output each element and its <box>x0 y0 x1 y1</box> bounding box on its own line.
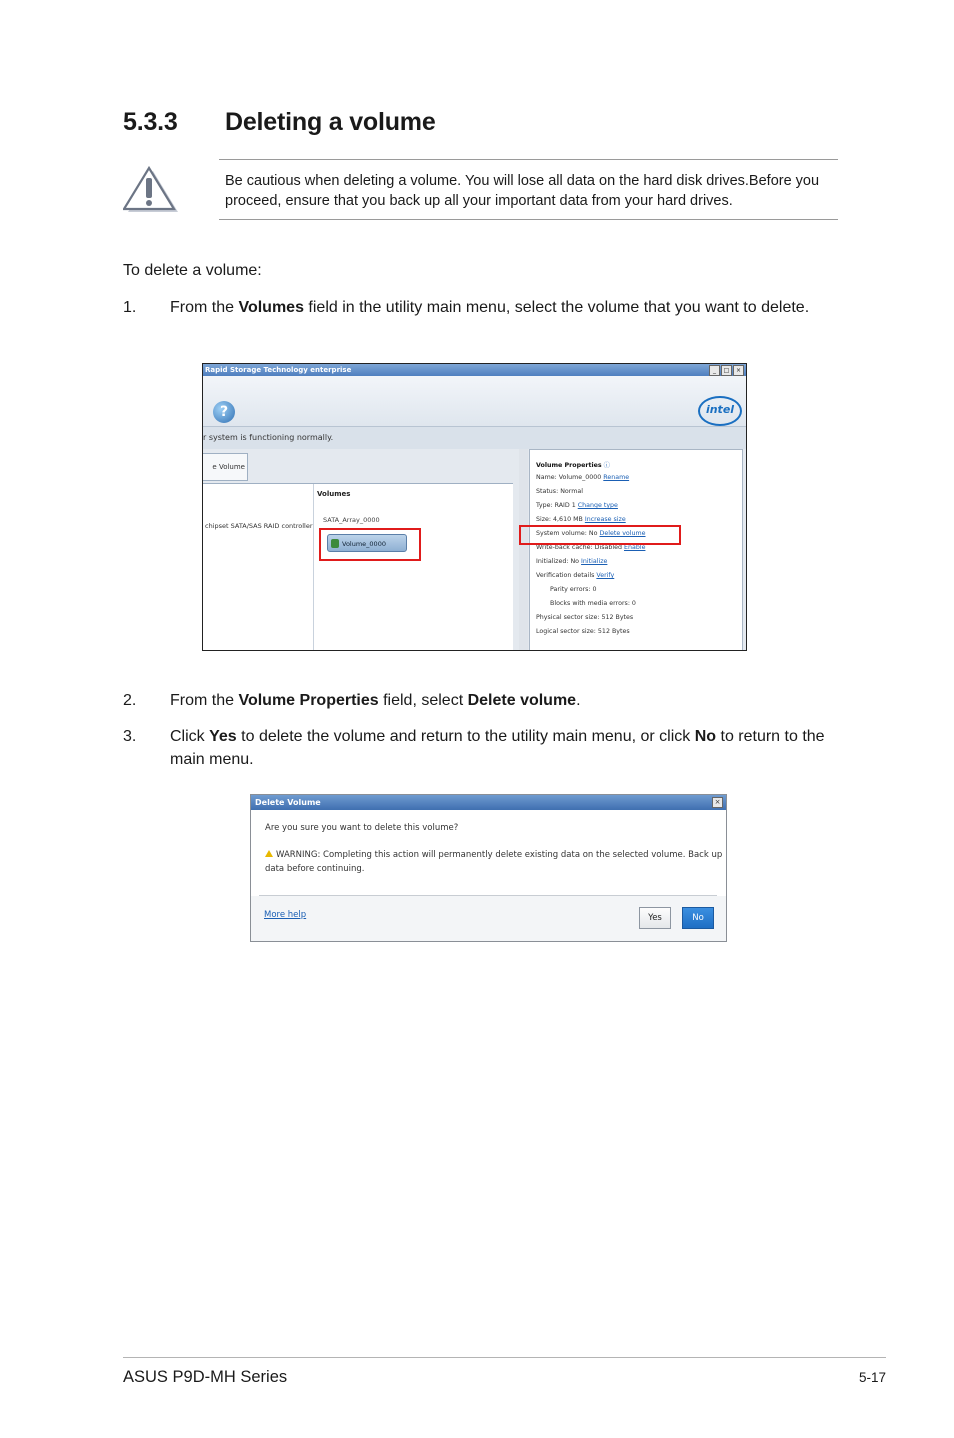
array-name: SATA_Array_0000 <box>323 516 380 524</box>
prop-type: Type: RAID 1 Change type <box>536 502 618 509</box>
prop-system-volume: System volume: No Delete volume <box>536 530 646 537</box>
properties-title: Volume Properties ⓘ <box>536 462 610 469</box>
note-bottom-rule <box>219 219 838 220</box>
status-bar <box>203 426 746 450</box>
delete-volume-link[interactable]: Delete volume <box>599 530 646 537</box>
dialog-warning: WARNING: Completing this action will permanently delete existing data on the selected volume. Back up data before continuing. <box>265 850 723 874</box>
column-divider <box>313 484 314 651</box>
close-icon[interactable]: × <box>712 797 723 808</box>
prop-media-errors: Blocks with media errors: 0 <box>550 600 636 607</box>
dialog-titlebar <box>251 795 726 810</box>
help-icon[interactable]: ? <box>213 401 235 423</box>
window-title: Rapid Storage Technology enterprise <box>205 366 352 374</box>
dialog-footer <box>251 896 726 941</box>
window-titlebar <box>203 364 746 376</box>
section-number: 5.3.3 <box>123 108 178 136</box>
page-number: 5-17 <box>858 1370 886 1385</box>
step-3-number: 3. <box>123 728 137 745</box>
prop-cache: Write-back cache: Disabled Enable <box>536 544 646 551</box>
dialog-question: Are you sure you want to delete this volume? <box>265 823 459 833</box>
rename-link[interactable]: Rename <box>603 474 630 481</box>
change-type-link[interactable]: Change type <box>577 502 618 509</box>
no-button[interactable]: No <box>682 907 714 929</box>
delete-volume-highlight-box <box>519 525 681 545</box>
step-3-text: Click Yes to delete the volume and return to the utility main menu, or click No to return to the main menu. <box>170 728 825 768</box>
status-text: r system is functioning normally. <box>203 433 334 442</box>
section-heading <box>123 108 436 137</box>
prop-name: Name: Volume_0000 Rename <box>536 474 630 481</box>
step-1-number: 1. <box>123 299 137 316</box>
prop-parity-errors: Parity errors: 0 <box>550 586 597 593</box>
enable-cache-link[interactable]: Enable <box>624 544 646 551</box>
volume-highlight-box <box>319 528 421 561</box>
yes-button[interactable]: Yes <box>639 907 671 929</box>
step-1-text: From the Volumes field in the utility main menu, select the volume that you want to delete. <box>170 299 810 316</box>
intel-logo-icon: intel <box>698 396 742 426</box>
warning-icon <box>265 850 273 857</box>
footer-product: ASUS P9D-MH Series <box>123 1368 288 1386</box>
delete-volume-dialog <box>250 794 727 942</box>
prop-logical-sector: Logical sector size: 512 Bytes <box>536 628 630 635</box>
close-icon[interactable]: × <box>733 365 744 376</box>
volume-properties-panel <box>529 449 743 651</box>
section-title: Deleting a volume <box>225 108 436 136</box>
maximize-icon[interactable]: □ <box>721 365 732 376</box>
note-top-rule <box>219 159 838 160</box>
caution-note: Be cautious when deleting a volume. You will lose all data on the hard disk drives.Before you proceed, ensure that you back up all your important data from your hard drives. <box>225 173 820 209</box>
prop-status: Status: Normal <box>536 488 583 495</box>
prop-initialized: Initialized: No Initialize <box>536 558 608 565</box>
app-header <box>203 376 746 426</box>
initialize-link[interactable]: Initialize <box>581 558 608 565</box>
properties-help-icon[interactable]: ⓘ <box>603 462 610 469</box>
prop-size: Size: 4,610 MB Increase size <box>536 516 626 523</box>
volume-item-label: Volume_0000 <box>342 540 386 548</box>
verify-link[interactable]: Verify <box>596 572 615 579</box>
minimize-icon[interactable]: _ <box>709 365 720 376</box>
splitter[interactable] <box>519 449 528 650</box>
prop-verification: Verification details Verify <box>536 572 615 579</box>
storage-panel <box>203 483 513 651</box>
volumes-title: Volumes <box>317 490 351 498</box>
step-2-number: 2. <box>123 692 137 709</box>
prop-physical-sector: Physical sector size: 512 Bytes <box>536 614 634 621</box>
tab-create-volume[interactable]: e Volume <box>203 453 248 481</box>
increase-size-link[interactable]: Increase size <box>584 516 626 523</box>
intro-text: To delete a volume: <box>123 262 262 279</box>
dialog-title: Delete Volume <box>255 798 321 807</box>
step-2-text: From the Volume Properties field, select Delete volume. <box>170 692 581 709</box>
controller-label: chipset SATA/SAS RAID controller <box>205 522 313 530</box>
more-help-link[interactable]: More help <box>264 910 307 920</box>
app-body <box>203 449 746 650</box>
rst-utility-screenshot <box>202 363 747 651</box>
footer-rule <box>123 1357 886 1358</box>
warning-triangle-icon <box>123 166 179 214</box>
